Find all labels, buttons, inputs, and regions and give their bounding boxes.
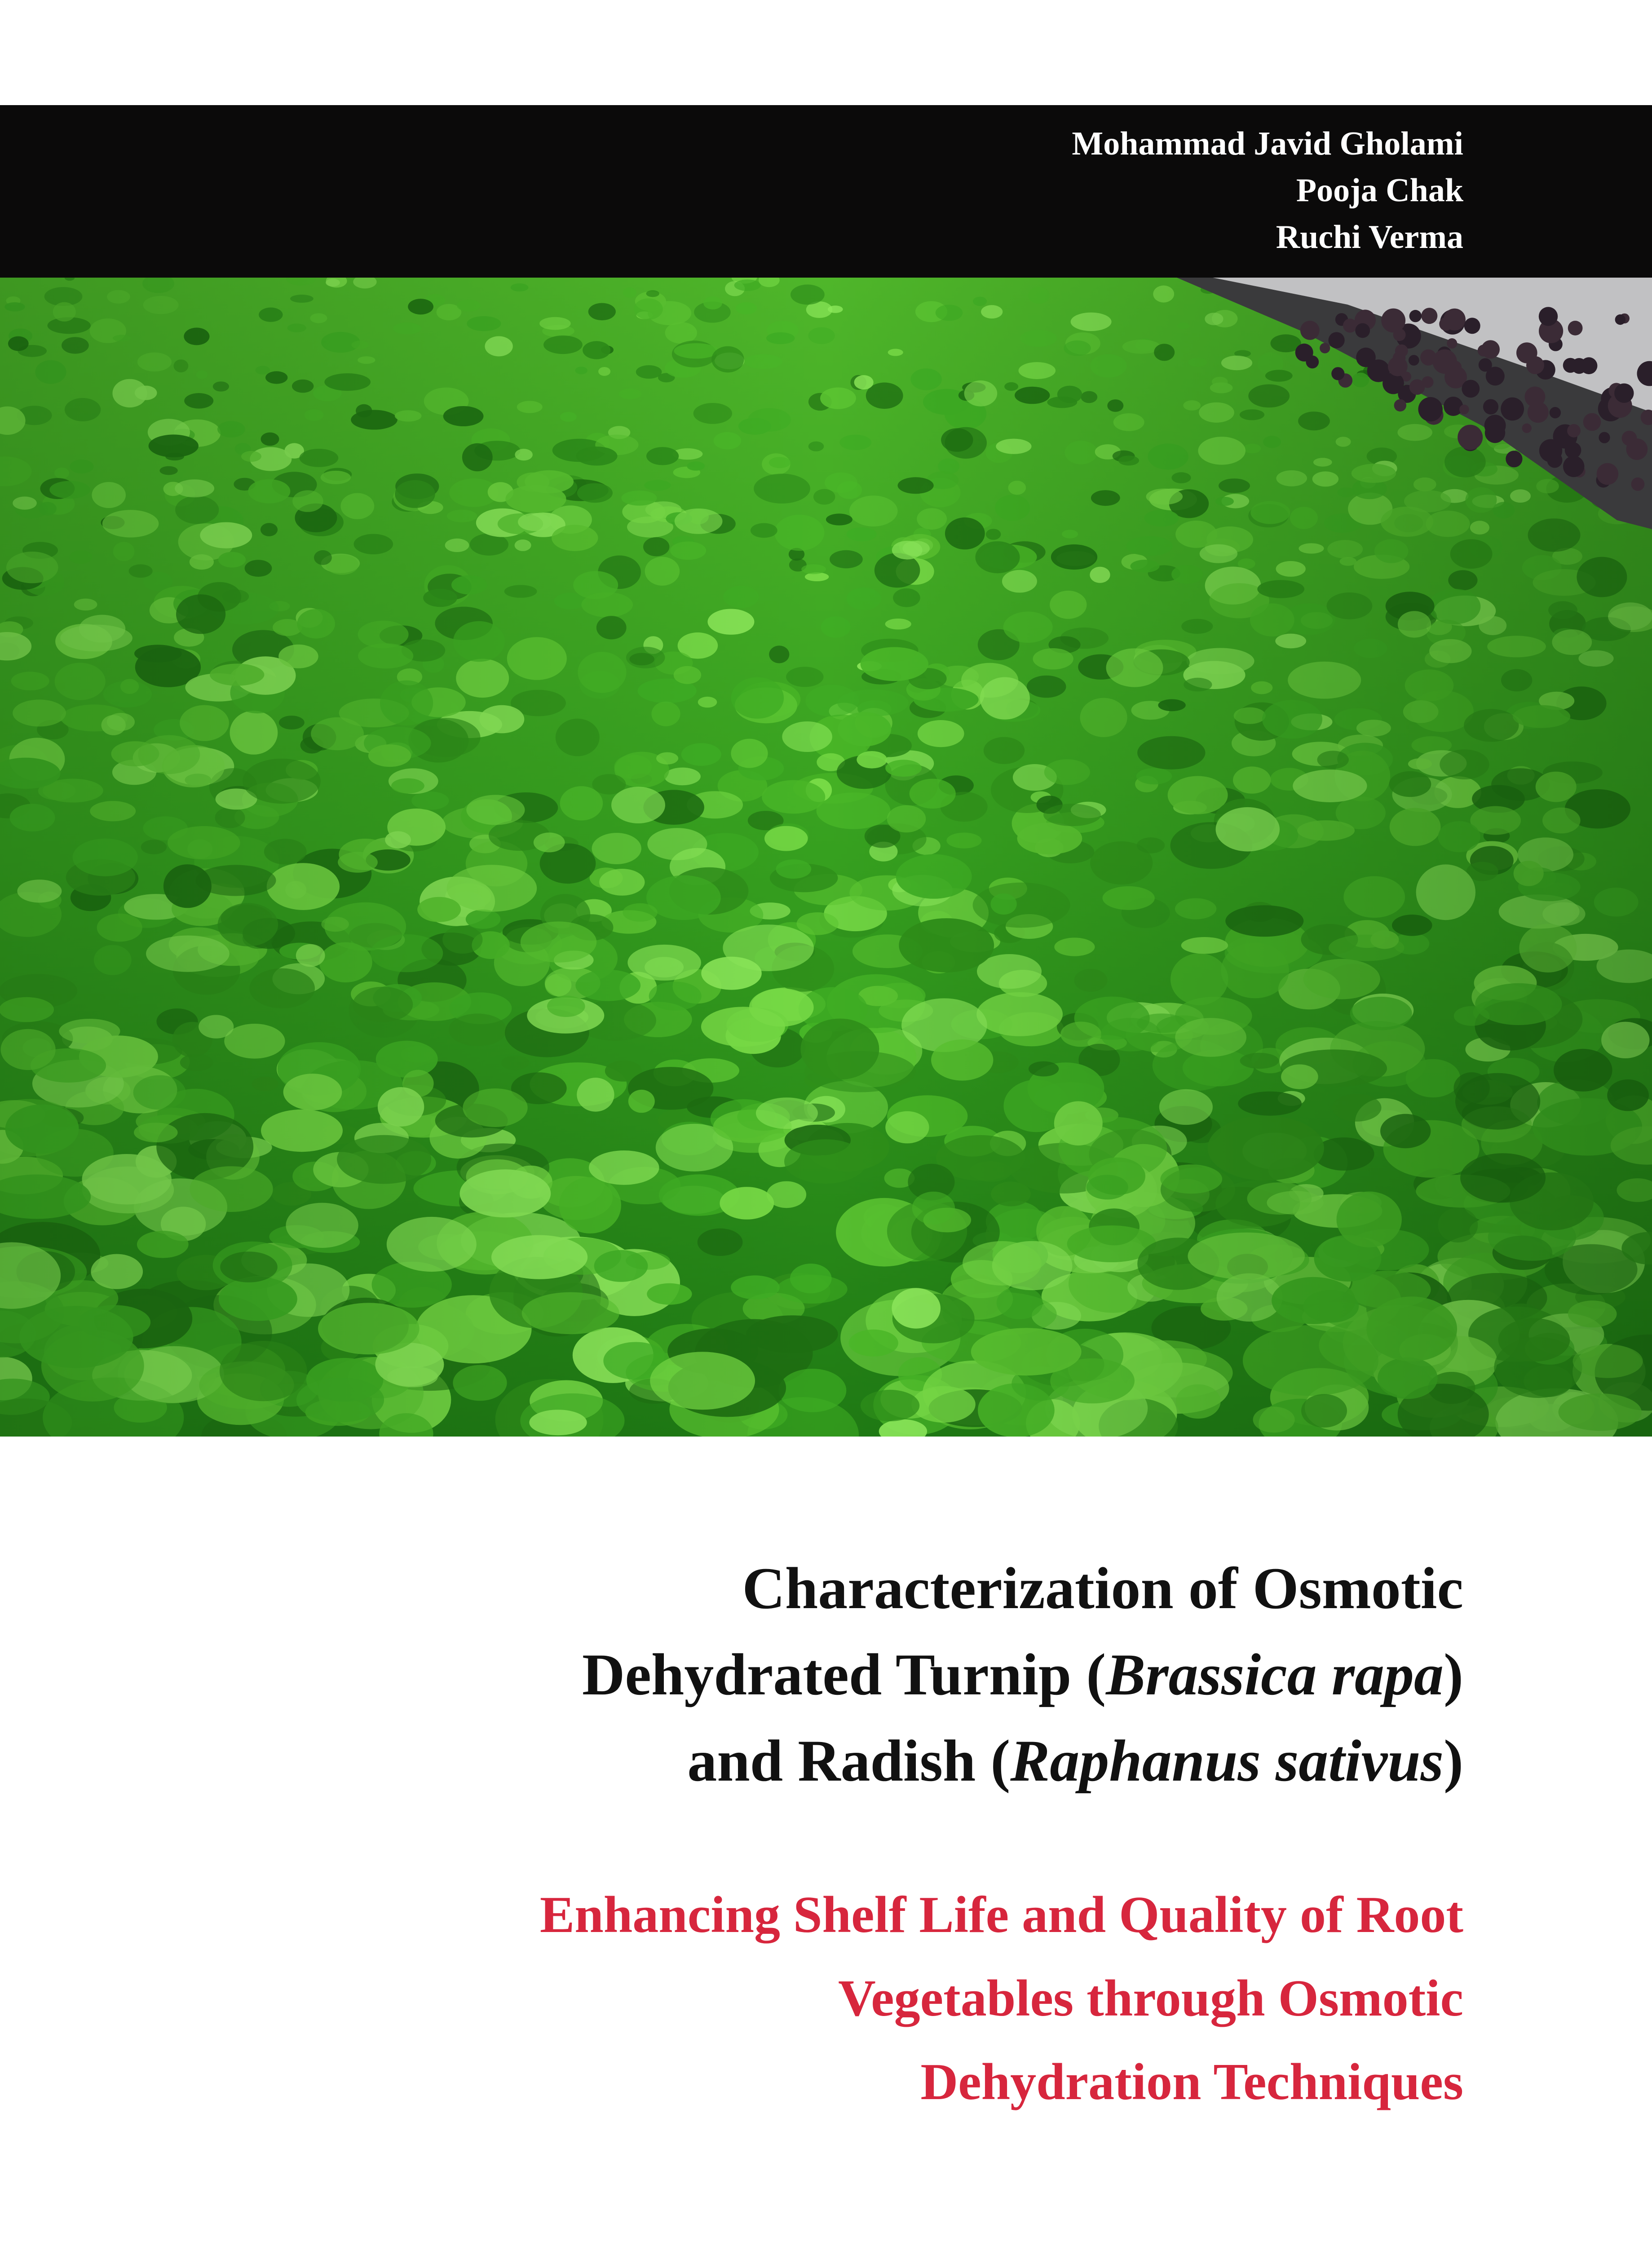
seedling	[1599, 432, 1610, 443]
seedling	[1506, 451, 1522, 467]
seedling	[1567, 424, 1581, 438]
seedling	[1409, 355, 1419, 366]
seedling	[1583, 413, 1601, 431]
title-line: and Radish (Raphanus sativus)	[687, 1728, 1463, 1794]
lettuce-field-image	[0, 278, 1652, 1437]
author-name: Pooja Chak	[1296, 172, 1463, 209]
author-name: Ruchi Verma	[1276, 219, 1463, 256]
seedling	[1367, 359, 1390, 382]
seedling	[1631, 477, 1645, 491]
seedling	[1388, 357, 1408, 376]
title-line: Characterization of Osmotic	[742, 1555, 1463, 1621]
seedling	[1626, 438, 1648, 460]
seedling	[1571, 358, 1587, 374]
seedling	[1501, 398, 1524, 421]
seedling	[1615, 314, 1625, 325]
seedling	[1320, 343, 1330, 353]
seedling	[1458, 425, 1483, 450]
seedling	[1483, 399, 1498, 415]
seedling	[1421, 308, 1437, 324]
field-shade	[0, 278, 1652, 1437]
author-list	[1072, 120, 1463, 261]
subtitle-line: Vegetables through Osmotic	[838, 1970, 1463, 2027]
lettuce-field-photo	[0, 278, 1652, 1437]
seedling	[1300, 321, 1320, 340]
seedling	[1394, 399, 1406, 411]
seedling	[1393, 328, 1406, 341]
seedling	[1563, 456, 1584, 477]
seedling	[1550, 407, 1561, 418]
subtitle-line: Enhancing Shelf Life and Quality of Root	[539, 1886, 1463, 1944]
seedling	[1462, 380, 1480, 398]
seedling	[1422, 376, 1434, 388]
seedling	[1516, 342, 1537, 363]
author-name: Mohammad Javid Gholami	[1072, 125, 1463, 162]
seedling	[1329, 332, 1345, 348]
subtitle-line: Dehydration Techniques	[920, 2053, 1463, 2111]
seedling	[1409, 310, 1422, 322]
seedling	[1465, 319, 1478, 332]
seedling	[1485, 423, 1505, 443]
seedling	[1522, 424, 1532, 433]
seedling	[1525, 387, 1546, 407]
seedling	[1459, 405, 1469, 415]
seedling	[1418, 397, 1443, 421]
book-subtitle	[540, 1873, 1463, 2124]
seedling	[1295, 344, 1313, 362]
seedling	[1444, 397, 1463, 416]
book-title	[582, 1545, 1463, 1804]
seedling	[1597, 463, 1618, 485]
seedling	[1539, 439, 1562, 462]
seedling	[1481, 340, 1500, 358]
seedling	[1447, 338, 1457, 349]
seedling	[1432, 349, 1457, 374]
seedling	[1614, 384, 1634, 403]
seedling	[1331, 367, 1344, 380]
seedling	[1486, 367, 1505, 385]
seedling	[1539, 307, 1558, 326]
seedling	[1439, 317, 1453, 331]
title-line: Dehydrated Turnip (Brassica rapa)	[582, 1641, 1463, 1707]
seedling	[1355, 323, 1370, 338]
seedling	[1568, 321, 1583, 336]
